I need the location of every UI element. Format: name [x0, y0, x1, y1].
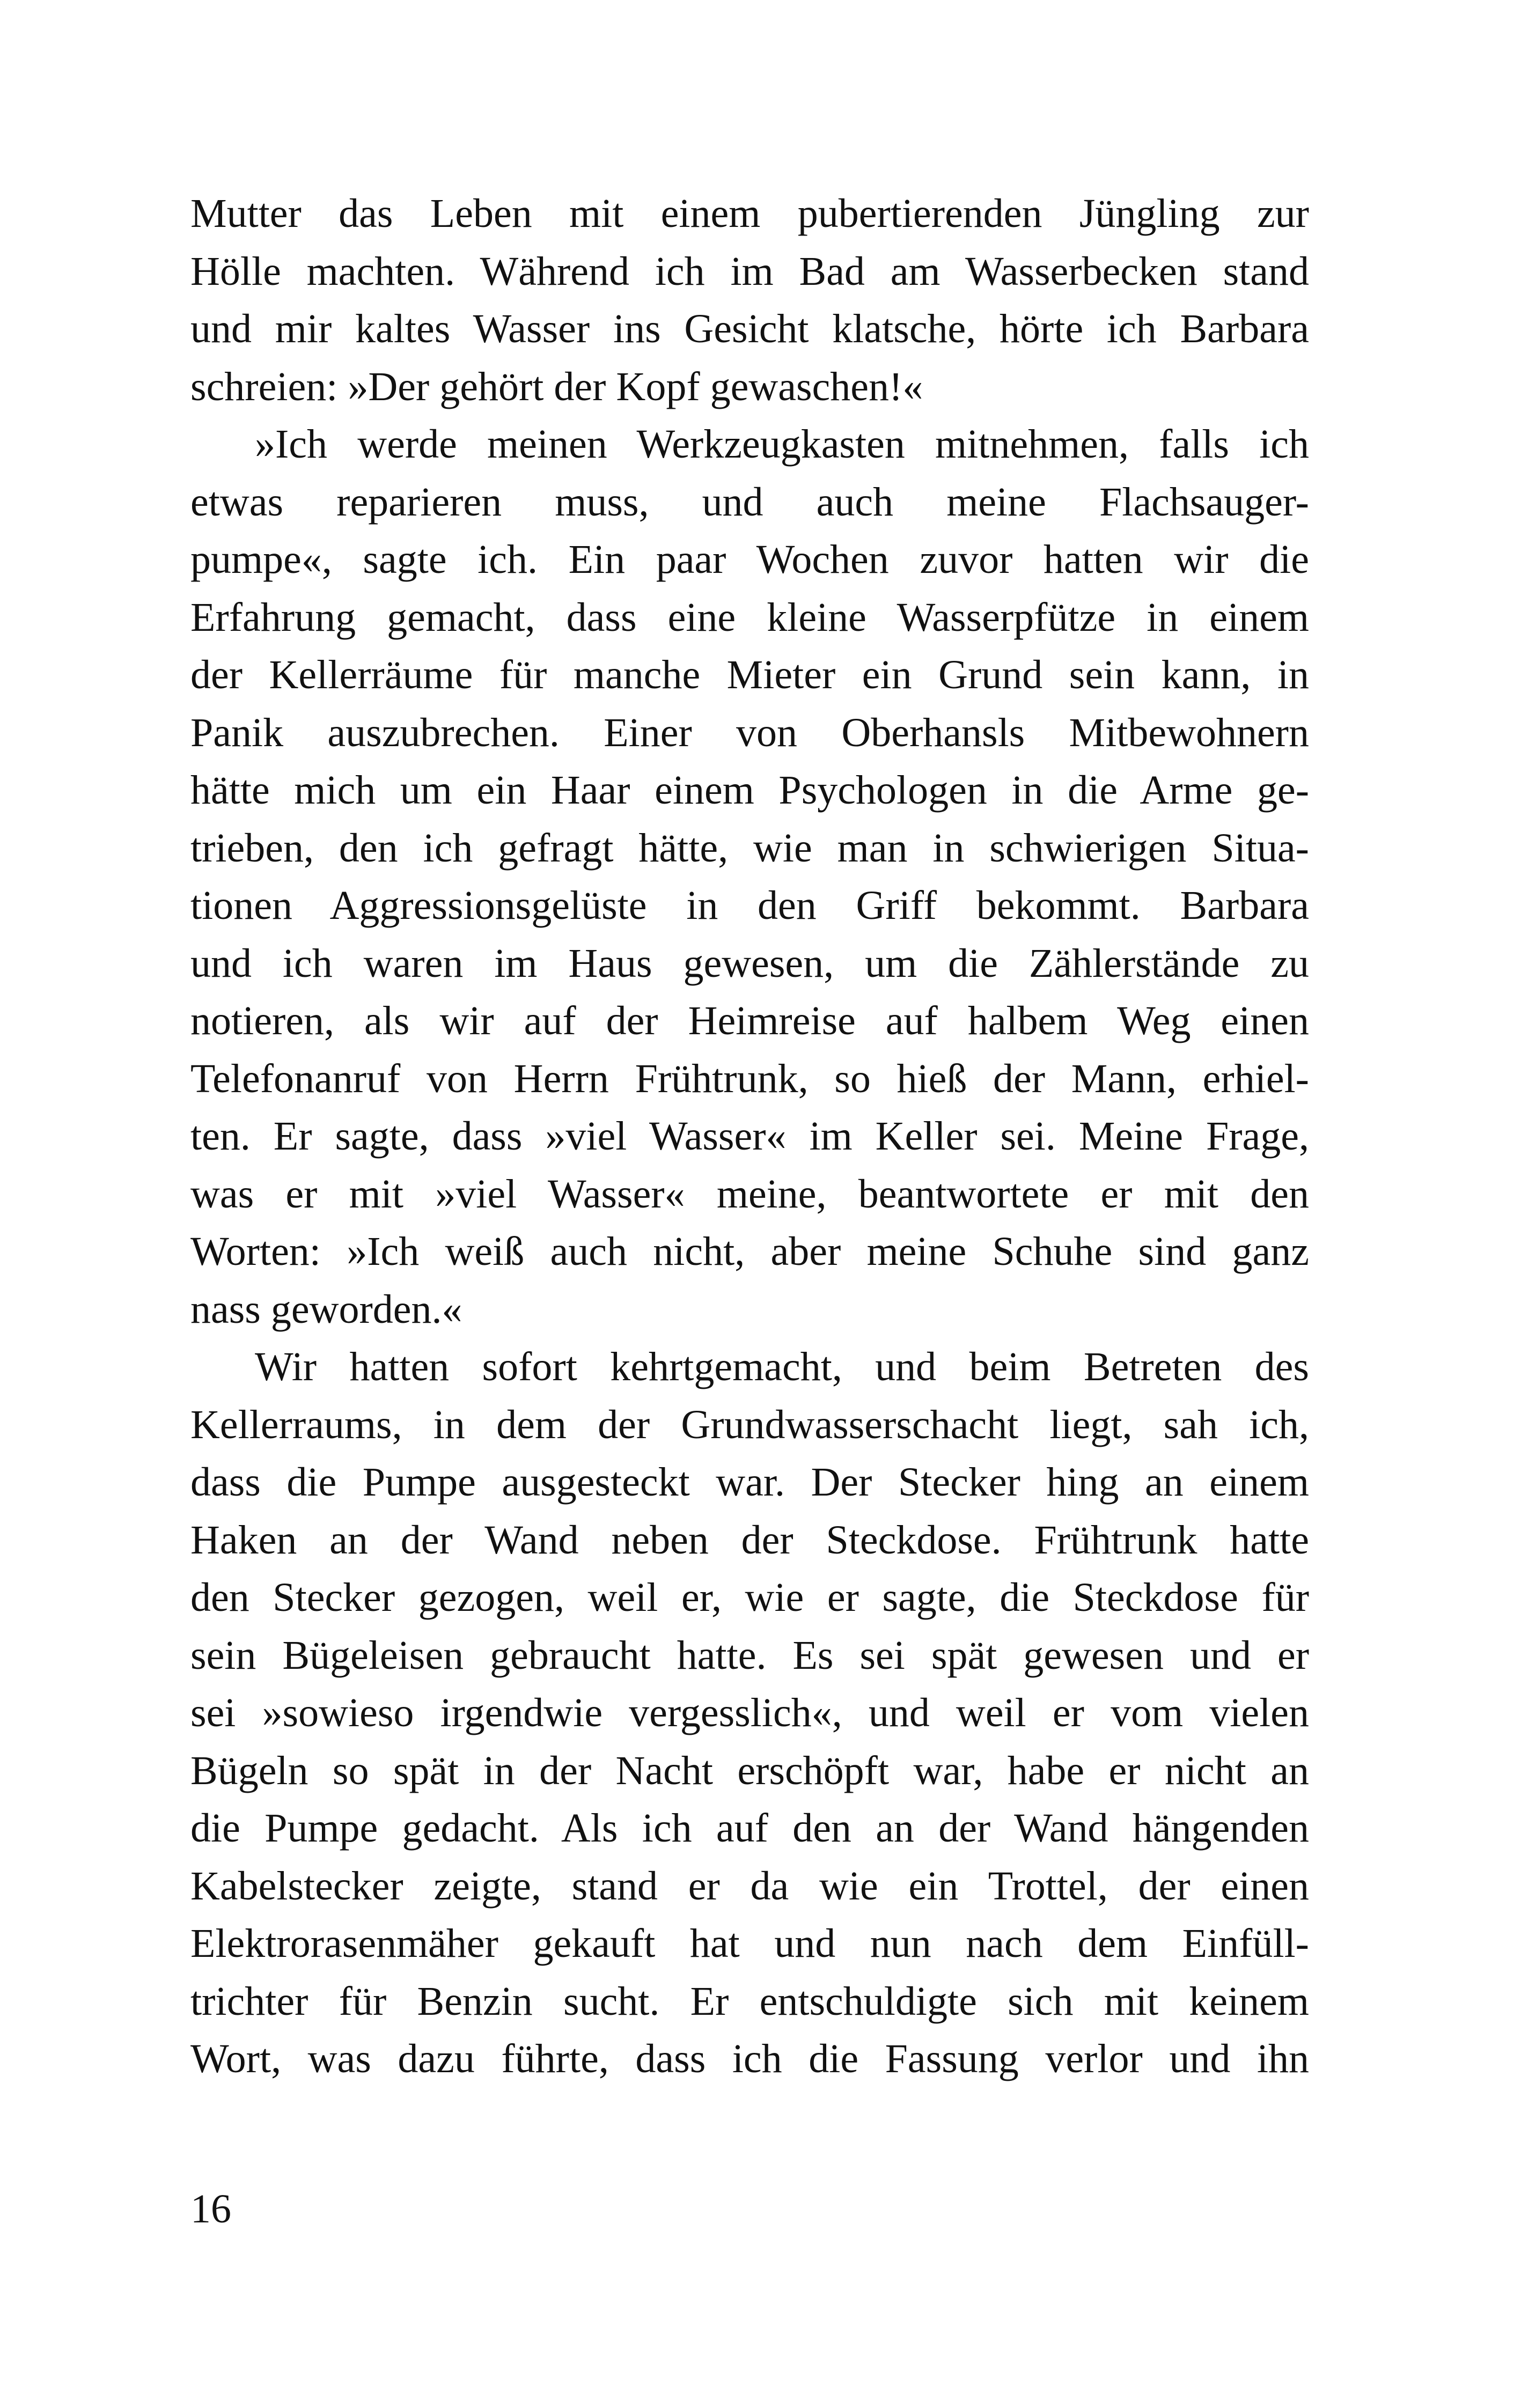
text-line: notieren, als wir auf der Heimreise auf halbem Weg einen — [190, 998, 1309, 1043]
text-line: Worten: »Ich weiß auch nicht, aber meine Schuhe sind ganz — [190, 1229, 1309, 1274]
text-line: hätte mich um ein Haar einem Psychologen in die Arme ge- — [190, 768, 1309, 813]
paragraph-first-line: »Ich werde meinen Werkzeugkasten mitnehmen, falls ich — [255, 422, 1309, 467]
paragraph-first-line: Wir hatten sofort kehrtgemacht, und beim Betreten des — [255, 1344, 1309, 1389]
text-line: Kabelstecker zeigte, stand er da wie ein Trottel, der einen — [190, 1863, 1309, 1909]
text-line: trichter für Benzin sucht. Er entschuldigte sich mit keinem — [190, 1978, 1309, 2024]
text-line: was er mit »viel Wasser« meine, beantwortete er mit den — [190, 1171, 1309, 1217]
text-line: Telefonanruf von Herrn Frühtrunk, so hieß der Mann, erhiel- — [190, 1056, 1309, 1101]
text-line: nass geworden.« — [190, 1286, 462, 1332]
text-line: ten. Er sagte, dass »viel Wasser« im Keller sei. Meine Frage, — [190, 1114, 1309, 1159]
text-line: sein Bügeleisen gebraucht hatte. Es sei spät gewesen und er — [190, 1632, 1309, 1678]
text-line: Kellerraums, in dem der Grundwasserschacht liegt, sah ich, — [190, 1402, 1309, 1447]
text-line: etwas reparieren muss, und auch meine Flachsauger- — [190, 479, 1309, 525]
text-line: die Pumpe gedacht. Als ich auf den an der Wand hängenden — [190, 1806, 1309, 1851]
text-line: und ich waren im Haus gewesen, um die Zählerstände zu — [190, 940, 1309, 986]
text-line: tionen Aggressionsgelüste in den Griff bekommt. Barbara — [190, 883, 1309, 928]
text-line: den Stecker gezogen, weil er, wie er sagte, die Steckdose für — [190, 1575, 1309, 1620]
text-line: pumpe«, sagte ich. Ein paar Wochen zuvor hatten wir die — [190, 537, 1309, 582]
text-line: Elektrorasenmäher gekauft hat und nun nach dem Einfüll- — [190, 1921, 1309, 1966]
text-line: Wort, was dazu führte, dass ich die Fassung verlor und ihn — [190, 2036, 1309, 2081]
text-line: Panik auszubrechen. Einer von Oberhansls Mitbewohnern — [190, 710, 1309, 755]
text-line: Bügeln so spät in der Nacht erschöpft war, habe er nicht an — [190, 1748, 1309, 1793]
text-line: Hölle machten. Während ich im Bad am Wasserbecken stand — [190, 248, 1309, 294]
body-text — [190, 185, 1309, 2088]
text-line: schreien: »Der gehört der Kopf gewaschen!« — [190, 364, 923, 409]
text-line: und mir kaltes Wasser ins Gesicht klatsche, hörte ich Barbara — [190, 306, 1309, 351]
text-line: Erfahrung gemacht, dass eine kleine Wasserpfütze in einem — [190, 594, 1309, 640]
text-line: trieben, den ich gefragt hätte, wie man in schwierigen Situa- — [190, 825, 1309, 871]
text-line: Mutter das Leben mit einem pubertierenden Jüngling zur — [190, 191, 1309, 236]
text-line: der Kellerräume für manche Mieter ein Grund sein kann, in — [190, 652, 1309, 697]
text-line: sei »sowieso irgendwie vergesslich«, und weil er vom vielen — [190, 1690, 1309, 1735]
text-line: Haken an der Wand neben der Steckdose. Frühtrunk hatte — [190, 1517, 1309, 1563]
page-number: 16 — [190, 2186, 231, 2232]
text-line: dass die Pumpe ausgesteckt war. Der Stecker hing an einem — [190, 1460, 1309, 1505]
